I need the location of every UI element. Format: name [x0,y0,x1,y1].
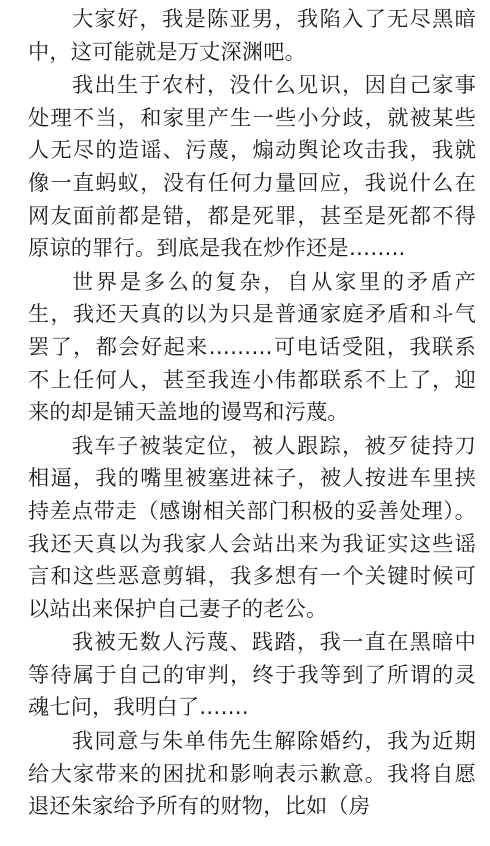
paragraph-greeting: 大家好，我是陈亚男，我陷入了无尽黑暗中，这可能就是万丈深渊吧。 [28,6,476,64]
paragraph-incident: 我车子被装定位，被人跟踪，被歹徒持刀相逼，我的嘴里被塞进袜子，被人按进车里挟持差点带走（感谢相关部门积极的妥善处理）。我还天真以为我家人会站出来为我证实这些谣言和这些恶意剪辑，我多想有一个关键时候可以站出来保护自己妻子的老公。 [28,432,476,621]
paragraph-judgment: 我被无数人污蔑、践踏，我一直在黑暗中等待属于自己的审判，终于我等到了所谓的灵魂七问，我明白了……. [28,629,476,720]
paragraph-conflict: 世界是多么的复杂，自从家里的矛盾产生，我还天真的以为只是普通家庭矛盾和斗气罢了，都会好起来………可电话受阻，我联系不上任何人，甚至我连小伟都联系不上了，迎来的却是铺天盖地的谩骂和污蔑。 [28,268,476,425]
paragraph-background: 我出生于农村，没什么见识，因自己家事处理不当，和家里产生一些小分歧，就被某些人无尽的造谣、污蔑，煽动舆论攻击我，我就像一直蚂蚁，没有任何力量回应，我说什么在网友面前都是错，都是死罪，甚至是死都不得原谅的罪行。到底是我在炒作还是…….. [28,72,476,261]
paragraph-decision: 我同意与朱单伟先生解除婚约，我为近期给大家带来的困扰和影响表示歉意。我将自愿退还朱家给予所有的财物，比如（房 [28,728,476,819]
